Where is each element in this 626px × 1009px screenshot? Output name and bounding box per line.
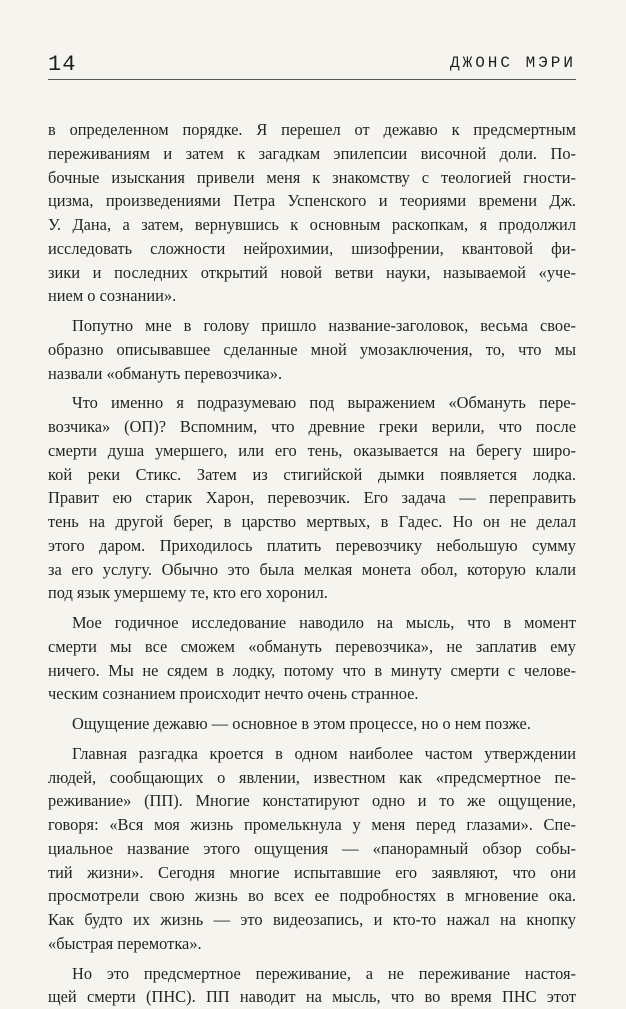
text-line: смерти мы все сможем «обмануть перевозчика», не заплатив ему [48,635,576,659]
paragraph [48,391,576,605]
text-line: У. Дана, а затем, вернувшись к основным раскопкам, я продолжил [48,213,576,237]
text-line: в определенном порядке. Я перешел от дежавю к предсмертным [48,118,576,142]
page-header [48,50,576,80]
text-line: бочные изыскания привели меня к знакомству с теологией гности- [48,166,576,190]
text-line: под язык умершему те, кто его хоронил. [48,581,576,605]
text-line: зики и последних открытий новой ветви науки, называемой «уче- [48,261,576,285]
paragraph [48,118,576,308]
text-line: «быстрая перемотка». [48,932,576,956]
header-rule [48,79,576,80]
text-line: Главная разгадка кроется в одном наиболее частом утверждении [48,742,576,766]
text-line: Попутно мне в голову пришло название-заголовок, весьма свое- [48,314,576,338]
text-line: ничего. Мы не сядем в лодку, потому что в минуту смерти с челове- [48,659,576,683]
text-line: просмотрели свою жизнь во всех ее подробностях в мгновение ока. [48,884,576,908]
text-line: назвали «обмануть перевозчика». [48,362,576,386]
text-line: образно описывавшее сделанные мной умозаключения, то, что мы [48,338,576,362]
text-line: Ощущение дежавю — основное в этом процессе, но о нем позже. [48,712,576,736]
paragraph [48,742,576,956]
text-line: циальное название этого ощущения — «панорамный обзор собы- [48,837,576,861]
text-line: людей, сообщающих о явлении, известном как «предсмертное пе- [48,766,576,790]
text-line: кой реки Стикс. Затем из стигийской дымки появляется лодка. [48,463,576,487]
paragraph [48,962,576,1009]
text-line: реживание» (ПП). Многие констатируют одно и то же ощущение, [48,789,576,813]
text-line: щей смерти (ПНС). ПП наводит на мысль, что во время ПНС этот [48,985,576,1009]
page-number: 14 [48,52,76,77]
text-line: Но это предсмертное переживание, а не переживание настоя- [48,962,576,986]
text-line: переживаниям и затем к загадкам эпилепсии височной доли. По- [48,142,576,166]
text-line: тий жизни». Сегодня многие испытавшие его заявляют, что они [48,861,576,885]
text-line: Правит ею старик Харон, перевозчик. Его задача — переправить [48,486,576,510]
text-line: Как будто их жизнь — это видеозапись, и кто-то нажал на кнопку [48,908,576,932]
body-text [48,118,576,1009]
text-line: исследовать сложности нейрохимии, шизофрении, квантовой фи- [48,237,576,261]
paragraph [48,611,576,706]
text-line: говоря: «Вся моя жизнь промелькнула у меня перед глазами». Спе- [48,813,576,837]
paragraph [48,712,576,736]
text-line: цизма, произведениями Петра Успенского и теориями времени Дж. [48,189,576,213]
text-line: смерти душа умершего, или его тень, оказывается на берегу широ- [48,439,576,463]
text-line: ческим сознанием происходит нечто очень странное. [48,682,576,706]
text-line: нием о сознании». [48,284,576,308]
running-head: ДЖОНС МЭРИ [450,54,576,72]
text-line: за его услугу. Обычно это была мелкая монета обол, которую клали [48,558,576,582]
text-line: Мое годичное исследование наводило на мысль, что в момент [48,611,576,635]
paragraph [48,314,576,385]
text-line: тень на другой берег, в царство мертвых, в Гадес. Но он не делал [48,510,576,534]
text-line: возчика» (ОП)? Вспомним, что древние греки верили, что после [48,415,576,439]
text-line: этого даром. Приходилось платить перевозчику небольшую сумму [48,534,576,558]
text-line: Что именно я подразумеваю под выражением «Обмануть пере- [48,391,576,415]
